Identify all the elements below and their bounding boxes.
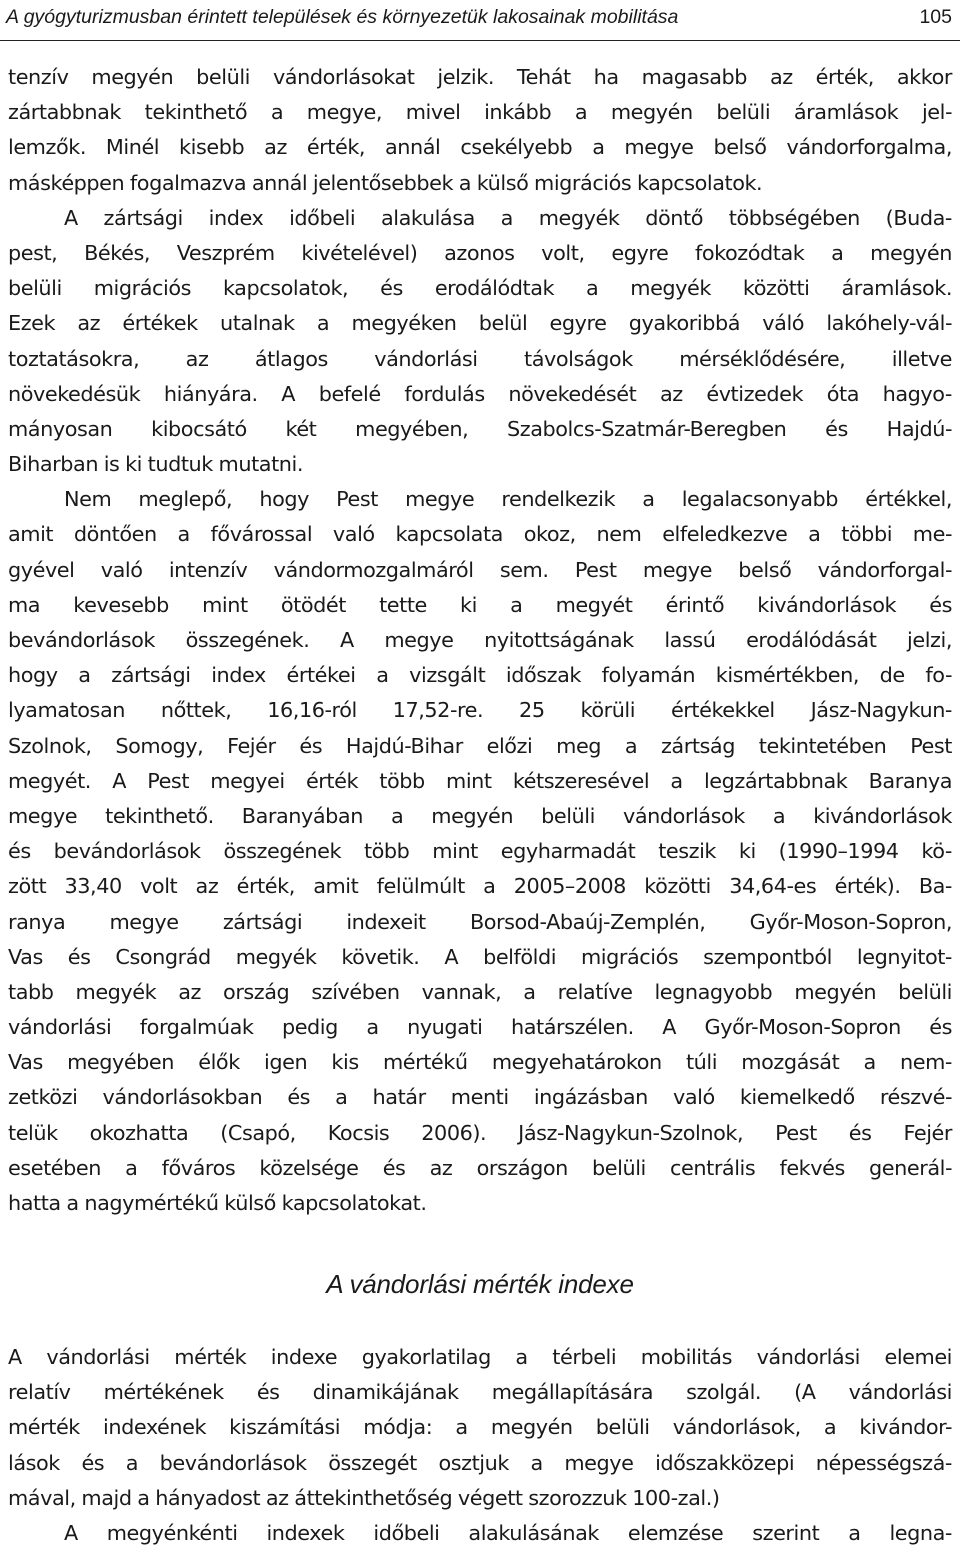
text-line: mérték indexének kiszámítási módja: a megyén belüli vándorlások, a kivándor- bbox=[8, 1415, 952, 1440]
text-line: Vas megyében élők igen kis mértékű megyehatárokon túli mozgását a nem- bbox=[8, 1050, 952, 1075]
text-line: lemzők. Minél kisebb az érték, annál csekélyebb a megye belső vándorforgalma, bbox=[8, 135, 952, 160]
text-line: hatta a nagymértékű külső kapcsolatokat. bbox=[8, 1191, 427, 1215]
text-line: tabb megyék az ország szívében vannak, a relatíve legnagyobb megyén belüli bbox=[8, 979, 952, 1004]
text-line: A megyénkénti indexek időbeli alakulásának elemzése szerint a legna- bbox=[64, 1520, 952, 1545]
text-line: ma kevesebb mint ötödét tette ki a megyét érintő kivándorlások és bbox=[8, 592, 952, 617]
section-heading: A vándorlási mérték indexe bbox=[326, 1269, 634, 1299]
text-line: Ezek az értékek utalnak a megyéken belül egyre gyakoribbá váló lakóhely-vál- bbox=[8, 311, 952, 336]
text-line: másképpen fogalmazva annál jelentősebbek a külső migrációs kapcsolatok. bbox=[8, 170, 763, 195]
text-line: relatív mértékének és dinamikájának megállapítására szolgál. (A vándorlási bbox=[8, 1380, 952, 1405]
text-line: telük okozhatta (Csapó, Kocsis 2006). Jász-Nagykun-Szolnok, Pest és Fejér bbox=[8, 1120, 952, 1145]
text-line: mányosan kibocsátó két megyében, Szabolcs-Szatmár-Beregben és Hajdú- bbox=[8, 416, 952, 441]
text-line: lyamatosan nőttek, 16,16-ról 17,52-re. 25 körüli értékekkel Jász-Nagykun- bbox=[8, 698, 952, 723]
text-line: mával, majd a hányadost az áttekinthetőség végett szorozzuk 100-zal.) bbox=[8, 1485, 720, 1510]
text-line: ranya megye zártsági indexeit Borsod-Abaúj-Zemplén, Győr-Moson-Sopron, bbox=[8, 909, 952, 934]
text-line: Szolnok, Somogy, Fejér és Hajdú-Bihar előzi meg a zártság tekintetében Pest bbox=[8, 733, 952, 758]
text-line: megye tekinthető. Baranyában a megyén belüli vándorlások a kivándorlások bbox=[8, 803, 952, 828]
body-text bbox=[8, 60, 952, 1221]
running-title: A gyógyturizmusban érintett települések és környezetük lakosainak mobilitása bbox=[6, 6, 679, 28]
text-line: növekedésük hiányára. A befelé fordulás növekedését az évtizedek óta hagyo- bbox=[8, 381, 952, 406]
text-line: A vándorlási mérték indexe gyakorlatilag a térbeli mobilitás vándorlási elemei bbox=[8, 1345, 952, 1369]
text-line: zetközi vándorlásokban és a határ menti ingázásban való kiemelkedő részvé- bbox=[8, 1085, 952, 1110]
running-header bbox=[6, 4, 952, 30]
text-line: bevándorlások összegének. A megye nyitottságának lassú erodálódását jelzi, bbox=[8, 628, 952, 652]
text-line: amit döntően a fővárossal való kapcsolata okoz, nem elfeledkezve a többi me- bbox=[8, 522, 952, 547]
text-line: megyét. A Pest megyei érték több mint kétszeresével a legzártabbnak Baranya bbox=[8, 768, 952, 793]
text-line: hogy a zártsági index értékei a vizsgált időszak folyamán kismértékben, de fo- bbox=[8, 663, 952, 688]
section-text bbox=[8, 1340, 952, 1551]
text-line: zött 33,40 volt az érték, amit felülmúlt a 2005–2008 közötti 34,64-es érték). Ba- bbox=[8, 874, 952, 899]
text-line: Biharban is ki tudtuk mutatni. bbox=[8, 452, 304, 477]
header-rule bbox=[0, 40, 960, 41]
text-line: zártabbnak tekinthető a megye, mivel inkább a megyén belüli áramlások jel- bbox=[8, 100, 952, 125]
text-line: és bevándorlások összegének több mint egyharmadát teszik ki (1990–1994 kö- bbox=[8, 839, 952, 864]
text-line: lások és a bevándorlások összegét osztjuk a megye időszakközepi népességszá- bbox=[8, 1450, 952, 1475]
text-line: gyével való intenzív vándormozgalmáról sem. Pest megye belső vándorforgal- bbox=[8, 557, 952, 582]
text-line: Nem meglepő, hogy Pest megye rendelkezik a legalacsonyabb értékkel, bbox=[64, 487, 952, 512]
page-number: 105 bbox=[919, 6, 952, 28]
text-line: Vas és Csongrád megyék követik. A belföldi migrációs szempontból legnyitot- bbox=[8, 944, 952, 969]
text-line: toztatásokra, az átlagos vándorlási távolságok mérséklődésére, illetve bbox=[8, 346, 952, 371]
text-line: tenzív megyén belüli vándorlásokat jelzik. Tehát ha magasabb az érték, akkor bbox=[8, 65, 952, 89]
text-line: belüli migrációs kapcsolatok, és erodálódtak a megyék közötti áramlások. bbox=[8, 276, 952, 301]
text-line: esetében a főváros közelsége és az országon belüli centrális fekvés generál- bbox=[8, 1155, 952, 1180]
text-line: vándorlási forgalmúak pedig a nyugati határszélen. A Győr-Moson-Sopron és bbox=[8, 1015, 952, 1040]
text-line: pest, Békés, Veszprém kivételével) azonos volt, egyre fokozódtak a megyén bbox=[8, 240, 952, 265]
text-line: A zártsági index időbeli alakulása a megyék döntő többségében (Buda- bbox=[64, 205, 952, 230]
